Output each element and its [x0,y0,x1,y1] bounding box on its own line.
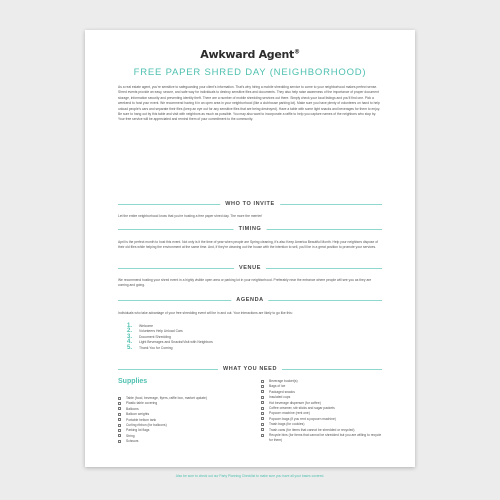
checklist-label: Balloon weights [126,412,150,417]
checklist-label: Curling ribbon (for balloons) [126,422,167,427]
venue-text: We recommend hosting your shred event in a highly visible open area or parking lot in your neighborhood. Preferably near the entrance where people will see you as they are coming and going. [118,278,372,287]
checklist-item [118,401,238,406]
section-heading: VENUE [234,264,266,272]
checklist-item [118,434,238,439]
registered-mark: ® [294,48,300,56]
checklist-label: Scissors [126,439,139,444]
checklist-item [118,423,238,428]
checkbox[interactable] [118,440,121,443]
checklist-label: Plastic table covering [126,401,158,406]
supplies-list-left [118,396,238,445]
checklist-label: Packaged snacks [269,389,295,394]
agenda-item [127,346,213,351]
intro-paragraph: As a real estate agent, you're sensitive to safeguarding your client's information. That's why hiring a mobile shredding service to come to your neighborhood makes perfect sense. Shred events provide an easy, secure, and safe way for individuals to destroy sensitive files and documents. They also help raise awareness of the importance of proper document storage, information security and preventing identity theft. There are a number of mobile shredding services out there. Simply check your local listings and you'll find one. Pick a weekend to host your event. We recommend having it in an open area in your neighborhood (like a clubhouse parking lot). Make sure you have plenty of volunteers on hand to help unload people's cars and separate their files (keep an eye out for any sensitive files that are being destroyed). Have a table with some light snacks and beverages for them to enjoy. Be sure to hang out by this table and visit with neighbors as much as possible. You may also want to incorporate a raffle to help you capture names of the neighbors who stop by. Your free service will be appreciated and remind them of your commitment to the community. [118,85,381,122]
brand-logo [85,48,415,61]
section-header-venue [118,264,382,272]
checkbox[interactable] [261,412,264,415]
checklist-item [261,401,383,406]
checklist-label: Parking lot flags [126,428,150,433]
checkbox[interactable] [118,413,121,416]
checkbox[interactable] [261,390,264,393]
agenda-text: Document Shredding [139,334,171,339]
section-header-what-you-need [118,365,382,373]
section-header-agenda [118,296,382,304]
checkbox[interactable] [261,423,264,426]
checkbox[interactable] [118,397,121,400]
checklist-item [261,379,383,384]
agenda-text: Welcome [139,324,154,328]
checklist-item [261,417,383,422]
checklist-label: Popcorn machine (rent one) [269,411,310,416]
section-header-timing [118,225,382,233]
checklist-item [118,418,238,423]
section-heading: AGENDA [231,296,268,304]
checklist-item [118,428,238,433]
checklist-label: Trash cans (for items that cannot be shredded or recycled) [269,427,355,432]
section-heading: WHAT YOU NEED [218,365,282,373]
checklist-label: Portable helium tank [126,417,157,422]
who-to-invite-text: Let the entire neighborhood know that you're hosting a free paper shred day. The more the merrier! [118,214,263,218]
checklist-item [261,422,383,427]
checklist-item [261,390,383,395]
checklist-label: Coffee creamer, stir sticks and sugar packets [269,405,335,410]
checkbox[interactable] [261,396,264,399]
checklist-label: Trash bags (for cookies) [269,422,305,427]
checklist-item [118,412,238,417]
agenda-number: 1. [127,323,133,329]
checkbox[interactable] [261,428,264,431]
checklist-item [261,406,383,411]
checklist-item [261,433,383,442]
checklist-item [261,411,383,416]
section-heading: TIMING [234,225,267,233]
section-header-who-to-invite [118,200,382,208]
checkbox[interactable] [261,401,264,404]
checklist-label: Insulated cups [269,395,291,400]
checklist-item [261,395,383,400]
supplies-list-right [261,379,383,443]
checklist-item [118,407,238,412]
checkbox[interactable] [261,434,264,437]
agenda-number: 4. [127,339,133,346]
checkbox[interactable] [261,407,264,410]
checkbox[interactable] [118,402,121,405]
agenda-number: 2. [127,328,133,335]
checkbox[interactable] [118,418,121,421]
checklist-label: Bags of ice [269,384,286,389]
supplies-title: Supplies [118,378,148,385]
checklist-item [118,396,238,401]
section-heading: WHO TO INVITE [220,200,280,208]
checkbox[interactable] [261,380,264,383]
agenda-list [127,324,213,351]
checklist-item [118,439,238,444]
footer-note[interactable]: Also be sure to check out our Party Planning Checklist to make sure you have all your bases covered. [175,474,325,478]
agenda-text: Thank You for Coming [139,345,173,350]
checklist-label: Hot beverage dispenser (for coffee) [269,400,321,405]
checklist-label: Beverage bucket(s) [269,379,298,383]
agenda-number: 3. [127,333,133,340]
checkbox[interactable] [118,429,121,432]
checkbox[interactable] [118,434,121,437]
document-page [85,30,415,478]
checklist-label: Recycle bins (for items that cannot be shredded but you are willing to recycle for them) [269,432,382,442]
checklist-label: Popcorn bags (if you rent a popcorn machine) [269,416,336,421]
checklist-item [261,428,383,433]
timing-text: April is the perfect month to host this event. Not only is it the time of year when people are Spring cleaning, it's also Keep America Beautiful Month. Help your neighbors dispose of their old files while helping the environment at the same time. And, if they're cleaning out the house with the intention to sell, you'll be in a great position to promote your services. [118,240,378,249]
agenda-intro-text: Individuals who take advantage of your free shredding event will be in and out. Your interactions are likely to go like this: [118,311,293,315]
checkbox[interactable] [118,424,121,427]
checklist-label: Table (food, beverage, flyers, raffle box, market update) [126,396,207,400]
page-title: FREE PAPER SHRED DAY (NEIGHBORHOOD) [133,67,367,78]
agenda-number: 5. [127,344,133,351]
checklist-label: String [126,433,135,438]
agenda-text: Light Beverages and Snacks/Visit with Neighbors [139,340,213,345]
agenda-text: Volunteers Help Unload Cars [139,329,183,334]
checkbox[interactable] [261,417,264,420]
checkbox[interactable] [261,385,264,388]
checkbox[interactable] [118,407,121,410]
logo-text: Awkward Agent [200,48,295,61]
checklist-label: Balloons [126,406,139,411]
checklist-item [261,384,383,389]
